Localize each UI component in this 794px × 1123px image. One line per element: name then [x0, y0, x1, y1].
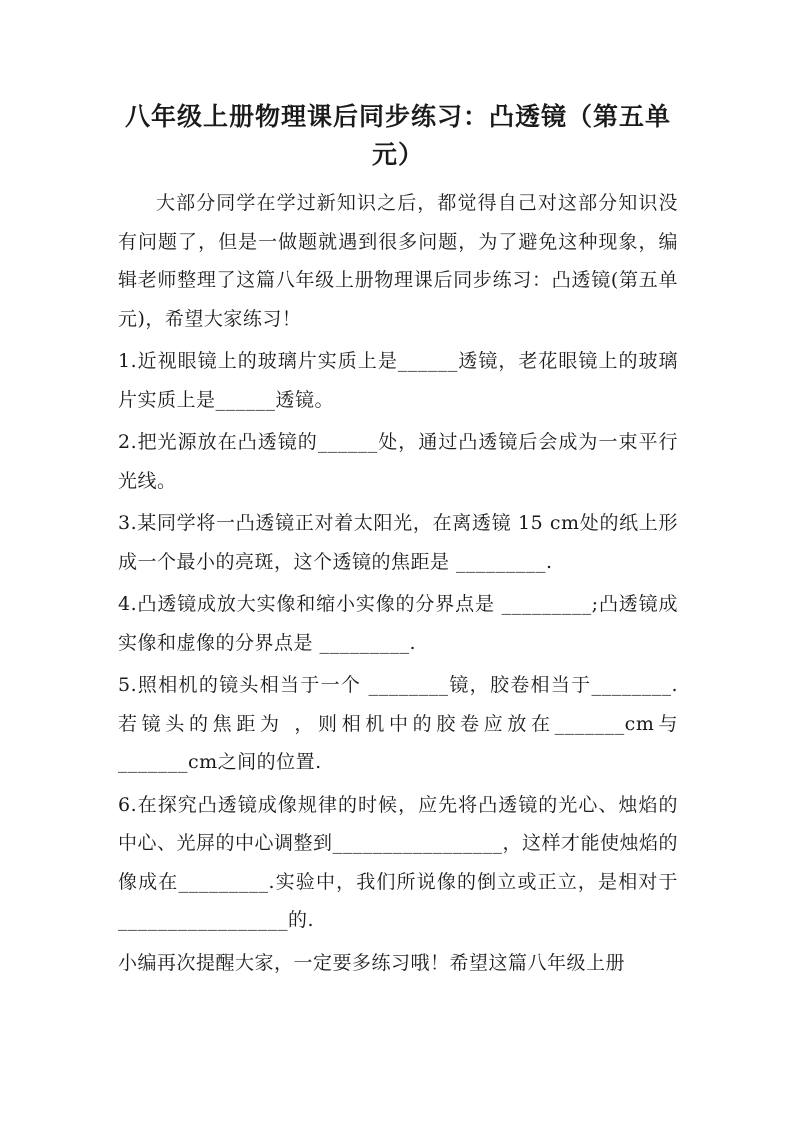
title-line-1: 八年级上册物理课后同步练习：凸透镜（第五单: [124, 102, 671, 131]
title-line-2: 元）: [371, 140, 424, 169]
question-6: 6.在探究凸透镜成像规律的时候，应先将凸透镜的光心、烛焰的中心、光屏的中心调整到_________________，这样才能使烛焰的像成在_________.实验中，我们所说像的倒立或正立，是相对于_________________的.: [118, 793, 679, 931]
question-2: 2.把光源放在凸透镜的______处，通过凸透镜后会成为一束平行光线。: [118, 431, 678, 492]
question-4: 4.凸透镜成放大实像和缩小实像的分界点是 _________;凸透镜成实像和虚像的分界点是 _________.: [118, 593, 678, 654]
intro-paragraph: 大部分同学在学过新知识之后，都觉得自己对这部分知识没有问题了，但是一做题就遇到很多问题，为了避免这种现象，编辑老师整理了这篇八年级上册物理课后同步练习：凸透镜(第五单元)，希望大家练习！: [118, 192, 678, 330]
question-3: 3.某同学将一凸透镜正对着太阳光，在离透镜 15 cm处的纸上形成一个最小的亮斑，这个透镜的焦距是 _________.: [118, 512, 678, 573]
document-title: [118, 98, 678, 174]
question-5: 5.照相机的镜头相当于一个 ________镜，胶卷相当于________.若镜头的焦距为 ，则相机中的胶卷应放在_______cm与_______cm之间的位置.: [118, 674, 678, 773]
document-page: [118, 98, 678, 982]
closing-paragraph: 小编再次提醒大家，一定要多练习哦！希望这篇八年级上册: [118, 951, 626, 974]
question-1: 1.近视眼镜上的玻璃片实质上是______透镜，老花眼镜上的玻璃片实质上是______透镜。: [118, 350, 678, 411]
